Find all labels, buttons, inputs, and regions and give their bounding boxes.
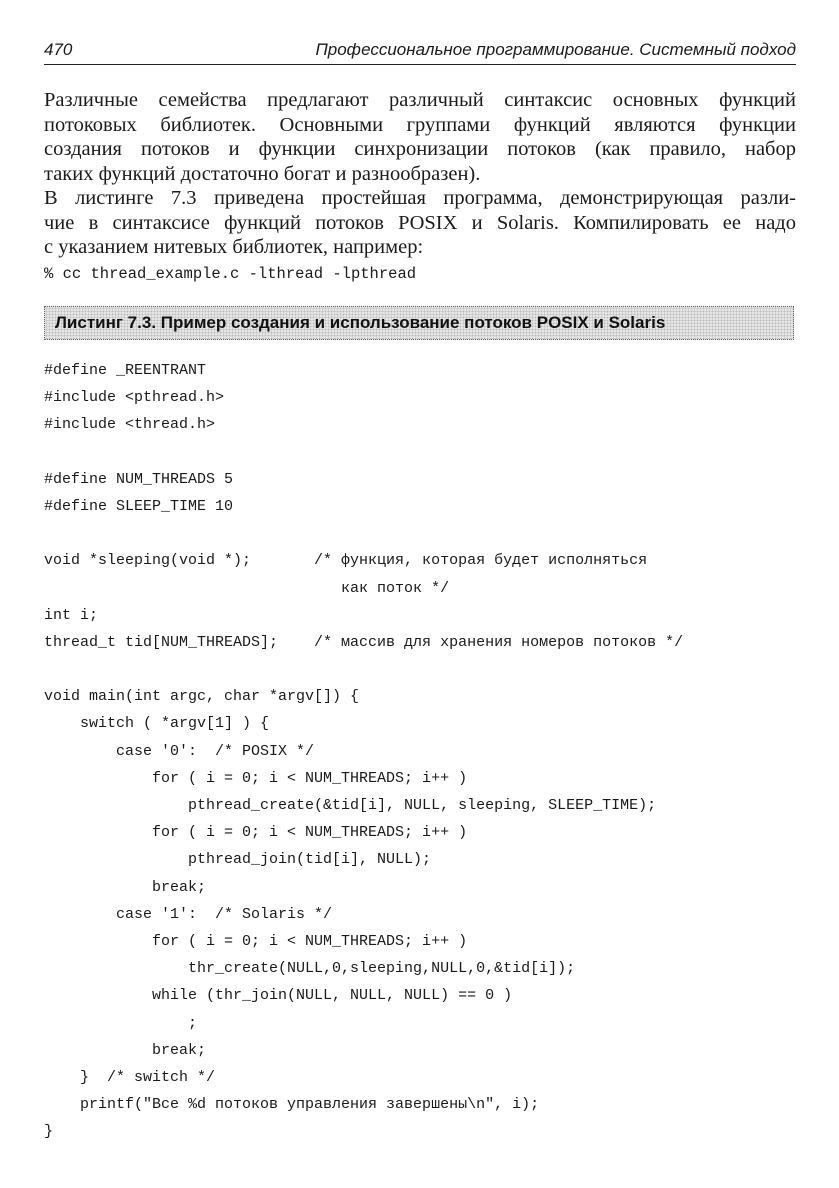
code-line: #include <thread.h> xyxy=(44,416,216,434)
code-line: for ( i = 0; i < NUM_THREADS; i++ ) xyxy=(44,932,468,950)
paragraph-line: создания потоков и функции синхронизации потоков (как правило, набор xyxy=(44,138,796,160)
listing-title: Листинг 7.3. Пример создания и использование потоков POSIX и Solaris xyxy=(55,313,666,332)
code-line: printf("Все %d потоков управления завершены\n", i); xyxy=(44,1096,540,1114)
listing-caption-box xyxy=(44,306,794,340)
code-line: pthread_create(&tid[i], NULL, sleeping, SLEEP_TIME); xyxy=(44,797,657,814)
code-line: как поток */ xyxy=(44,579,450,597)
paragraph-line: В листинге 7.3 приведена простейшая программа, демонстрирующая разли- xyxy=(44,187,796,209)
paragraph-listing-intro xyxy=(44,186,796,260)
code-line: #define SLEEP_TIME 10 xyxy=(44,497,234,515)
paragraph-line: Различные семейства предлагают различный синтаксис основных функций xyxy=(44,89,796,111)
code-line: break; xyxy=(44,1041,207,1059)
page-header xyxy=(44,40,796,64)
running-title: Профессиональное программирование. Системный подход xyxy=(315,40,796,59)
code-line: #define _REENTRANT xyxy=(44,362,207,379)
code-line: thr_create(NULL,0,sleeping,NULL,0,&tid[i]); xyxy=(44,960,576,978)
code-line: pthread_join(tid[i], NULL); xyxy=(44,851,432,869)
code-line: ; xyxy=(44,1014,198,1032)
code-line: case '0': /* POSIX */ xyxy=(44,742,315,760)
code-line: #include <pthread.h> xyxy=(44,389,225,407)
code-line: case '1': /* Solaris */ xyxy=(44,905,333,923)
code-line: for ( i = 0; i < NUM_THREADS; i++ ) xyxy=(44,824,468,842)
paragraph-thread-library-syntax xyxy=(44,88,796,186)
code-line: int i; xyxy=(44,606,99,624)
compile-command: % cc thread_example.c -lthread -lpthread xyxy=(44,265,417,283)
code-line: } /* switch */ xyxy=(44,1068,216,1086)
code-line xyxy=(44,656,804,683)
code-line: #define NUM_THREADS 5 xyxy=(44,470,234,488)
code-line: void *sleeping(void *); /* функция, которая будет исполняться xyxy=(44,552,648,570)
code-listing xyxy=(44,357,804,1145)
header-rule xyxy=(44,64,796,65)
code-line: break; xyxy=(44,878,207,896)
paragraph-line: чие в синтаксисе функций потоков POSIX и Solaris. Компилировать ее надо xyxy=(44,211,796,234)
paragraph-line: потоковых библиотек. Основными группами функций являются функции xyxy=(44,113,796,136)
code-line: } xyxy=(44,1123,54,1141)
code-line: void main(int argc, char *argv[]) { xyxy=(44,688,360,706)
code-line: switch ( *argv[1] ) { xyxy=(44,715,270,733)
code-line xyxy=(44,520,804,547)
paragraph-line: таких функций достаточно богат и разнообразен). xyxy=(44,162,481,185)
paragraph-line: с указанием нитевых библиотек, например: xyxy=(44,236,424,258)
code-line: for ( i = 0; i < NUM_THREADS; i++ ) xyxy=(44,769,468,787)
code-line: thread_t tid[NUM_THREADS]; /* массив для хранения номеров потоков */ xyxy=(44,633,684,651)
page-number: 470 xyxy=(44,40,73,59)
code-line xyxy=(44,439,804,466)
code-line: while (thr_join(NULL, NULL, NULL) == 0 ) xyxy=(44,987,513,1005)
